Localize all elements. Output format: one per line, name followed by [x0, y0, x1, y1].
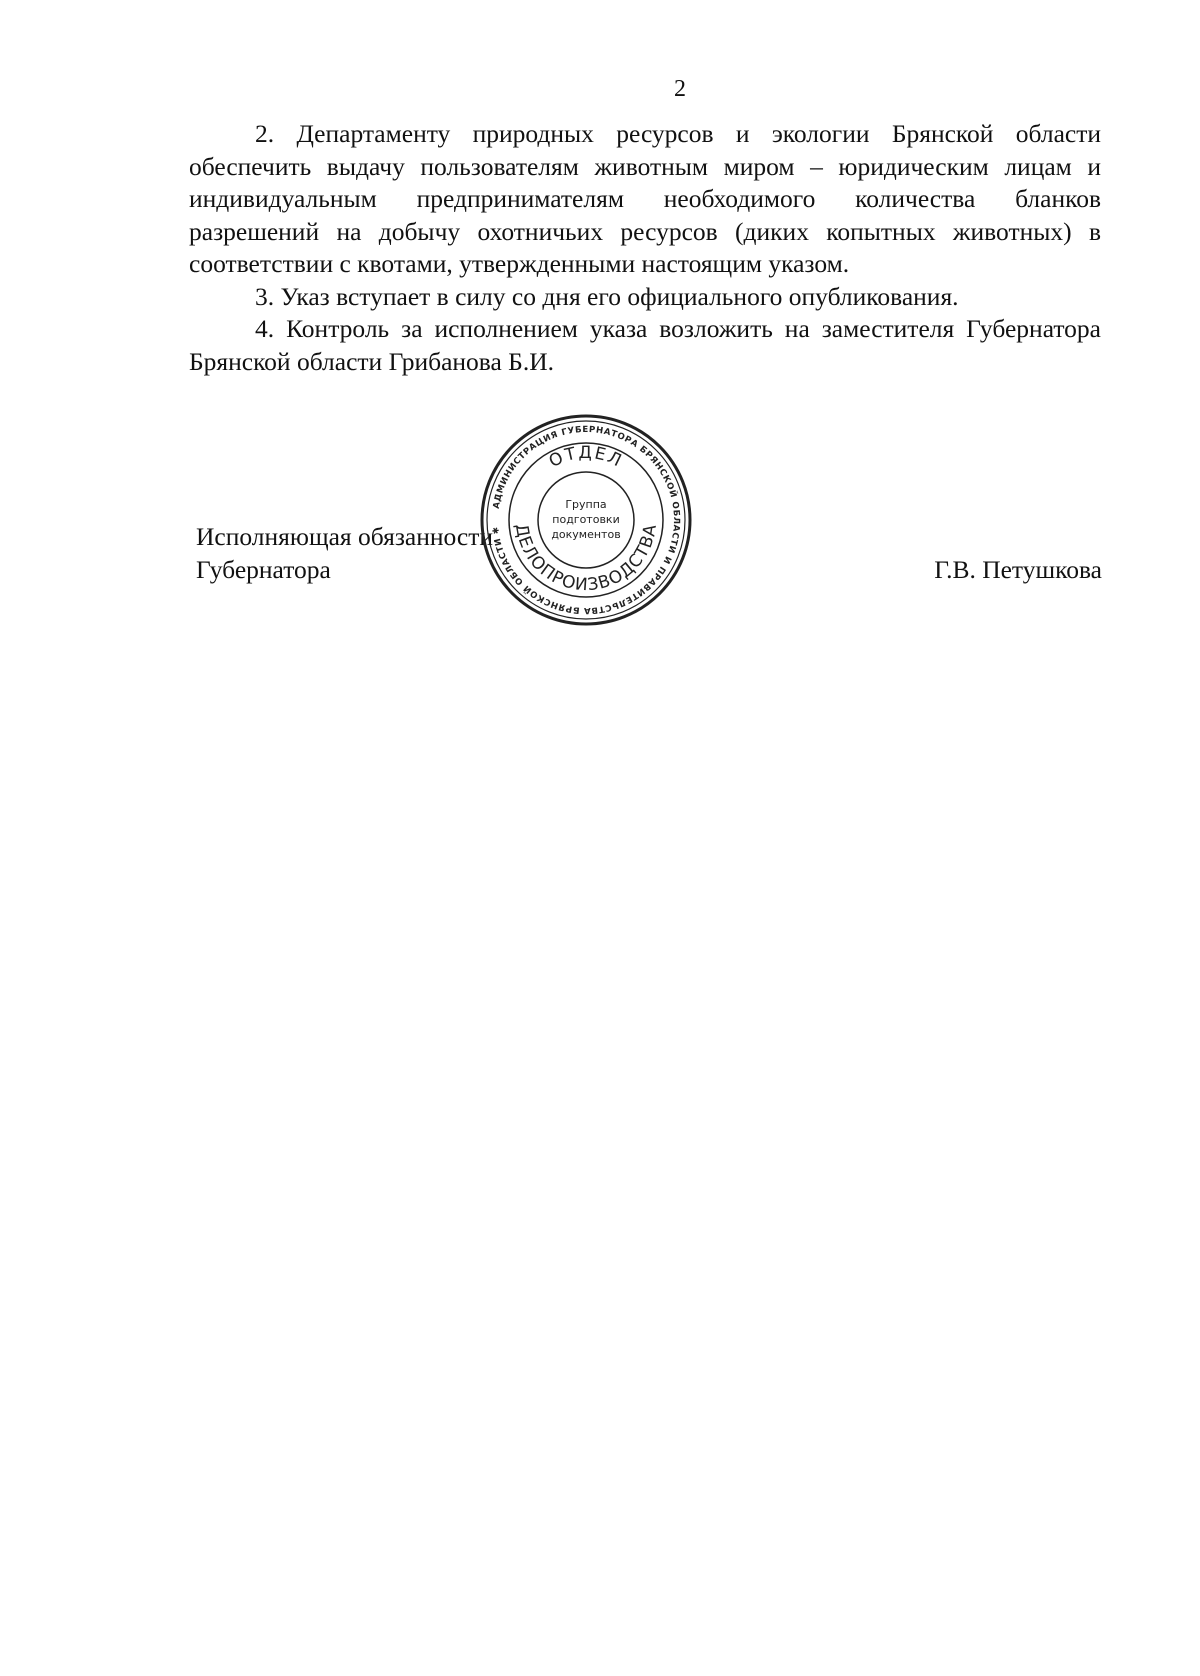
document-body — [189, 118, 1101, 378]
signatory-name: Г.В. Петушкова — [934, 555, 1102, 584]
stamp-center-line3: документов — [551, 528, 621, 541]
stamp-outer-text: АДМИНИСТРАЦИЯ ГУБЕРНАТОРА БРЯНСКОЙ ОБЛАСТИ И ПРАВИТЕЛЬСТВА БРЯНСКОЙ ОБЛАСТИ ✱ — [491, 424, 682, 616]
stamp-ring-top: ОТДЕЛ — [545, 442, 627, 472]
paragraph-2: 2. Департаменту природных ресурсов и экологии Брянской области обеспечить выдачу пользователям животным миром – юридическим лицам и индивидуальным предпринимателям необходимого количества бланков разрешений на добычу охотничьих ресурсов (диких копытных животных) в соответствии с квотами, утвержденными настоящим указом. — [189, 119, 1101, 278]
signatory-position — [196, 520, 493, 586]
page-number: 2 — [674, 76, 686, 102]
signatory-position-line2: Губернатора — [196, 555, 331, 584]
stamp-center-line1: Группа — [565, 498, 607, 511]
paragraph-4: 4. Контроль за исполнением указа возложить на заместителя Губернатора Брянской области Грибанова Б.И. — [189, 314, 1101, 376]
stamp-ring-bottom: ДЕЛОПРОИЗВОДСТВА — [510, 522, 662, 596]
stamp-graphic — [478, 412, 694, 628]
signatory-position-line1: Исполняющая обязанности — [196, 522, 493, 551]
office-stamp — [478, 412, 694, 628]
stamp-center-line2: подготовки — [552, 513, 620, 526]
paragraph-3: 3. Указ вступает в силу со дня его официального опубликования. — [255, 281, 959, 311]
